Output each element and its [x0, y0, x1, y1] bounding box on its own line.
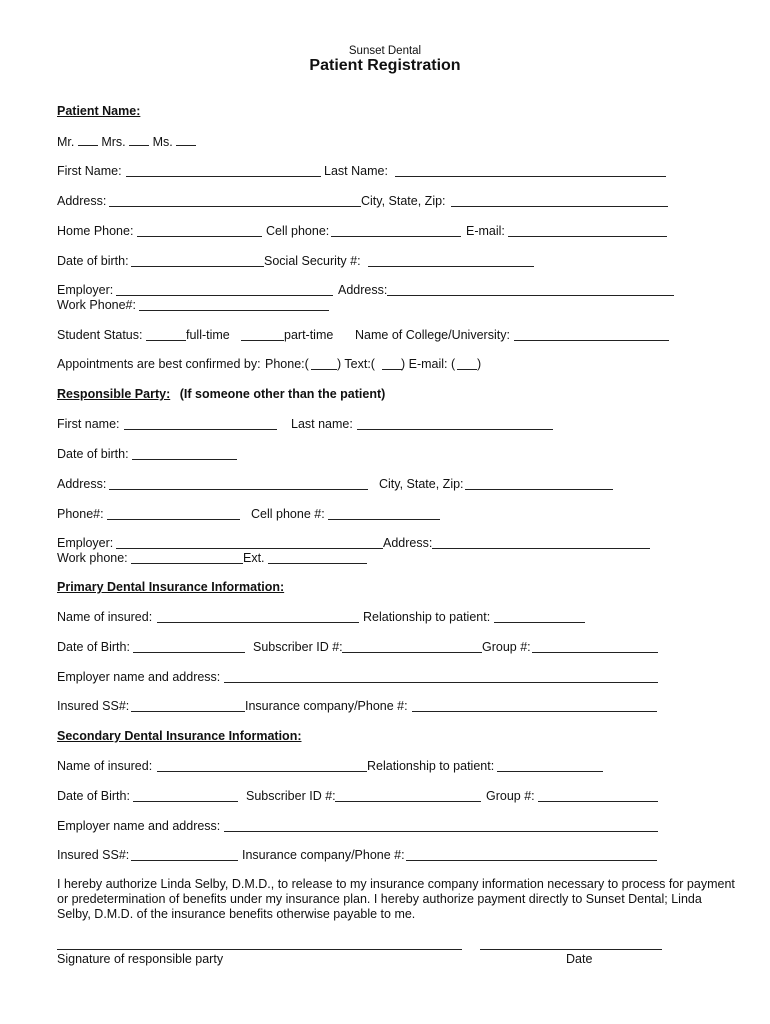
p-insured-ss-field[interactable]	[131, 711, 245, 712]
resp-city-state-zip-field[interactable]	[465, 489, 613, 490]
employer-label: Employer:	[57, 283, 114, 297]
p-relationship-label: Relationship to patient:	[363, 610, 491, 624]
s-subscriber-id-label: Subscriber ID #:	[246, 789, 336, 803]
s-name-insured-field[interactable]	[157, 771, 367, 772]
address-label: Address:	[57, 194, 107, 208]
p-dob-label: Date of Birth:	[57, 640, 130, 654]
s-employer-field[interactable]	[224, 831, 658, 832]
resp-work-phone-label: Work phone:	[57, 551, 128, 565]
work-phone-field[interactable]	[139, 310, 329, 311]
city-state-zip-field[interactable]	[451, 206, 668, 207]
cell-phone-label: Cell phone:	[266, 224, 330, 238]
resp-city-state-zip-label: City, State, Zip:	[379, 477, 464, 491]
resp-ext-field[interactable]	[268, 563, 367, 564]
mrs-field[interactable]	[129, 134, 149, 146]
ms-label: Ms.	[152, 135, 173, 149]
first-name-field[interactable]	[126, 176, 321, 177]
s-subscriber-id-field[interactable]	[335, 801, 481, 802]
student-status-label: Student Status:	[57, 328, 143, 342]
resp-address-label: Address:	[57, 477, 107, 491]
resp-phone-label: Phone#:	[57, 507, 104, 521]
appt-email-field[interactable]	[457, 369, 477, 370]
home-phone-label: Home Phone:	[57, 224, 134, 238]
patient-section-title: Patient Name:	[57, 104, 141, 118]
p-employer-label: Employer name and address:	[57, 670, 221, 684]
p-relationship-field[interactable]	[494, 622, 585, 623]
appointments-label: Appointments are best confirmed by:	[57, 357, 261, 371]
s-insured-ss-label: Insured SS#:	[57, 848, 130, 862]
s-group-field[interactable]	[538, 801, 658, 802]
p-group-field[interactable]	[532, 652, 658, 653]
part-time-label: part-time	[284, 328, 334, 342]
secondary-insurance-title: Secondary Dental Insurance Information:	[57, 729, 302, 743]
resp-employer-label: Employer:	[57, 536, 114, 550]
resp-work-phone-field[interactable]	[131, 563, 243, 564]
ssn-field[interactable]	[368, 266, 534, 267]
resp-last-name-label: Last name:	[291, 417, 353, 431]
responsible-note: (If someone other than the patient)	[179, 387, 386, 401]
email-label: E-mail:	[466, 224, 505, 238]
responsible-section-title: Responsible Party:	[57, 387, 171, 401]
signature-field[interactable]	[57, 949, 462, 950]
part-time-field[interactable]	[241, 340, 284, 341]
resp-dob-field[interactable]	[132, 459, 237, 460]
practice-name: Sunset Dental	[348, 45, 422, 57]
ms-field[interactable]	[176, 134, 196, 146]
first-name-label: First Name:	[57, 164, 122, 178]
appt-text-label: ) Text:(	[337, 357, 375, 371]
s-company-phone-field[interactable]	[406, 860, 657, 861]
home-phone-field[interactable]	[137, 236, 262, 237]
appt-phone-label: Phone:(	[265, 357, 309, 371]
resp-cell-phone-field[interactable]	[328, 519, 440, 520]
p-company-phone-label: Insurance company/Phone #:	[245, 699, 408, 713]
s-employer-label: Employer name and address:	[57, 819, 221, 833]
last-name-field[interactable]	[395, 176, 666, 177]
college-field[interactable]	[514, 340, 669, 341]
s-relationship-field[interactable]	[497, 771, 603, 772]
full-time-field[interactable]	[146, 340, 186, 341]
address-field[interactable]	[109, 206, 361, 207]
work-phone-label: Work Phone#:	[57, 298, 136, 312]
p-company-phone-field[interactable]	[412, 711, 657, 712]
employer-address-label: Address:	[338, 283, 388, 297]
p-subscriber-id-label: Subscriber ID #:	[253, 640, 343, 654]
email-field[interactable]	[508, 236, 667, 237]
resp-phone-field[interactable]	[107, 519, 240, 520]
full-time-label: full-time	[186, 328, 230, 342]
college-label: Name of College/University:	[355, 328, 510, 342]
s-relationship-label: Relationship to patient:	[367, 759, 495, 773]
resp-employer-address-field[interactable]	[432, 548, 650, 549]
p-name-insured-label: Name of insured:	[57, 610, 153, 624]
appt-text-field[interactable]	[382, 369, 402, 370]
resp-employer-address-label: Address:	[383, 536, 433, 550]
last-name-label: Last Name:	[324, 164, 388, 178]
dob-field[interactable]	[131, 266, 264, 267]
resp-ext-label: Ext.	[243, 551, 265, 565]
mr-field[interactable]	[78, 134, 98, 146]
s-name-insured-label: Name of insured:	[57, 759, 153, 773]
resp-cell-phone-label: Cell phone #:	[251, 507, 325, 521]
salutation-row	[57, 134, 196, 149]
dob-label: Date of birth:	[57, 254, 129, 268]
resp-dob-label: Date of birth:	[57, 447, 129, 461]
p-subscriber-id-field[interactable]	[342, 652, 482, 653]
ssn-label: Social Security #:	[264, 254, 361, 268]
mr-label: Mr.	[57, 135, 75, 149]
appt-email-label: ) E-mail: (	[401, 357, 456, 371]
primary-insurance-title: Primary Dental Insurance Information:	[57, 580, 285, 594]
s-company-phone-label: Insurance company/Phone #:	[242, 848, 405, 862]
city-state-zip-label: City, State, Zip:	[361, 194, 446, 208]
mrs-label: Mrs.	[101, 135, 126, 149]
p-name-insured-field[interactable]	[157, 622, 359, 623]
cell-phone-field[interactable]	[331, 236, 461, 237]
s-dob-field[interactable]	[133, 801, 238, 802]
p-dob-field[interactable]	[133, 652, 245, 653]
employer-field[interactable]	[116, 295, 333, 296]
authorization-text: I hereby authorize Linda Selby, D.M.D., to release to my insurance company information necessary to process for payment or predetermination of benefits under my insurance plan. I hereby authorize payment directly to Sunset Dental; Linda Selby, D.M.D. of the insurance benefits otherwise payable to me.	[57, 877, 735, 921]
responsible-section	[57, 387, 385, 401]
appt-close: )	[477, 357, 482, 371]
s-insured-ss-field[interactable]	[131, 860, 238, 861]
p-employer-field[interactable]	[224, 682, 658, 683]
date-field[interactable]	[480, 949, 662, 950]
appt-phone-field[interactable]	[311, 369, 337, 370]
p-insured-ss-label: Insured SS#:	[57, 699, 130, 713]
s-group-label: Group #:	[486, 789, 535, 803]
signature-label: Signature of responsible party	[57, 952, 224, 966]
resp-address-field[interactable]	[109, 489, 368, 490]
resp-employer-field[interactable]	[116, 548, 383, 549]
date-label: Date	[566, 952, 593, 966]
resp-last-name-field[interactable]	[357, 429, 553, 430]
p-group-label: Group #:	[482, 640, 531, 654]
page-title: Patient Registration	[309, 57, 461, 74]
resp-first-name-field[interactable]	[124, 429, 277, 430]
employer-address-field[interactable]	[387, 295, 674, 296]
s-dob-label: Date of Birth:	[57, 789, 130, 803]
resp-first-name-label: First name:	[57, 417, 120, 431]
